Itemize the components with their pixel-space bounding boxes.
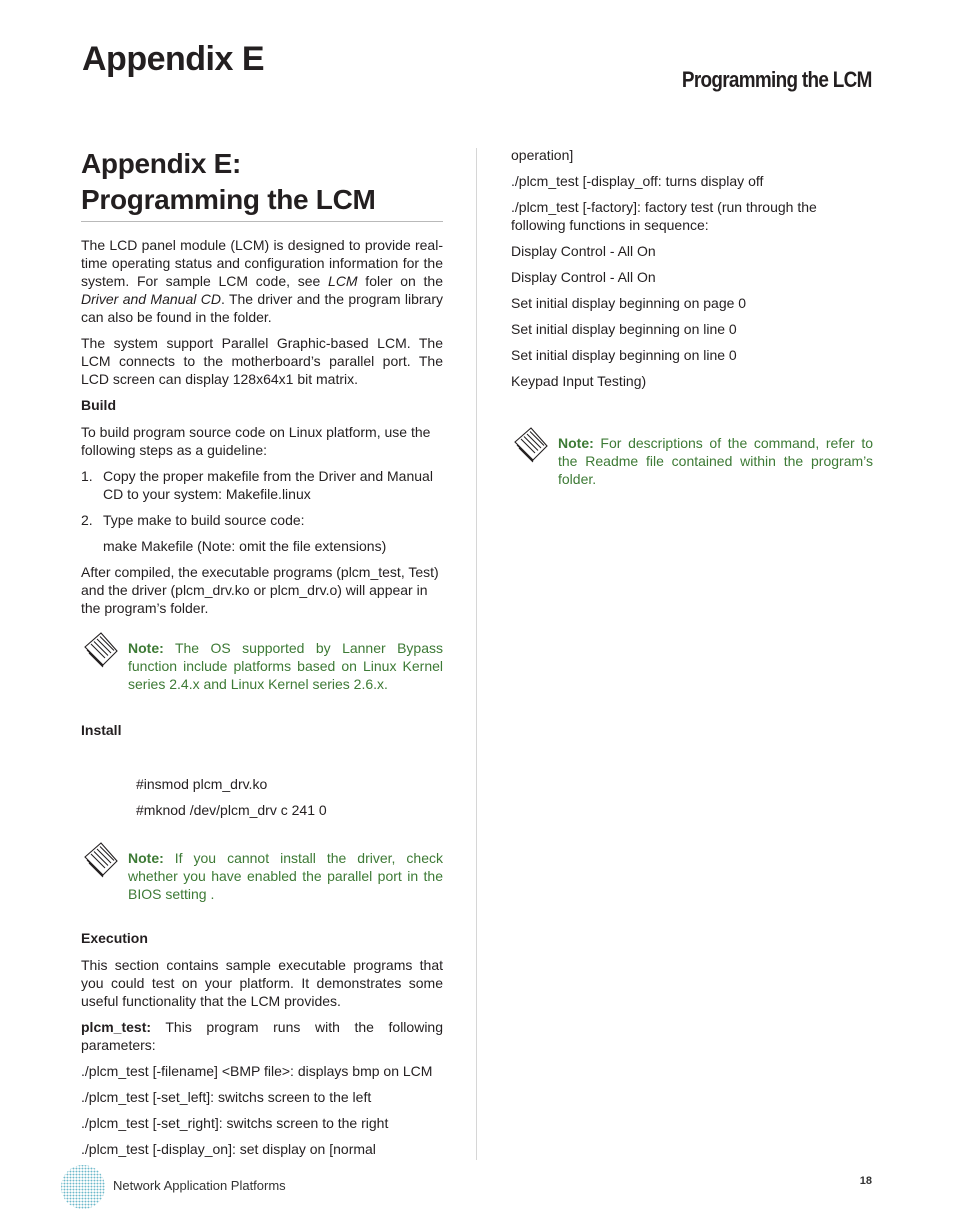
factory-test-item: Display Control - All On (511, 269, 656, 285)
intro-paragraph-2: The system support Parallel Graphic-based LCM. The LCM connects to the motherboard’s parallel port. The LCD screen can display 128x64x1 bit matrix. (81, 335, 443, 387)
parameter-line: ./plcm_test [-display_off: turns display off (511, 173, 764, 189)
step-number: 1. (81, 468, 93, 484)
intro-1c: . The driver and the program library can also be found in the folder. (81, 291, 443, 325)
install-heading: Install (81, 722, 122, 738)
note-text (558, 434, 873, 488)
note-install-driver (81, 849, 443, 903)
intro-1-lcm: LCM (328, 273, 358, 289)
build-heading: Build (81, 397, 116, 413)
note-command-descriptions (511, 434, 873, 488)
build-step (81, 511, 443, 529)
parameter-line: ./plcm_test [-factory]: factory test (run through the following functions in sequence: (511, 199, 817, 233)
factory-test-item: Display Control - All On (511, 243, 656, 259)
note-label: Note: (128, 640, 164, 656)
build-steps (81, 467, 443, 529)
step-text: Copy the proper makefile from the Driver and Manual CD to your system: Makefile.linux (103, 468, 433, 502)
step-text: Type make to build source code: (103, 512, 305, 528)
note-pad-icon (81, 839, 121, 879)
step-number: 2. (81, 512, 93, 528)
footer-company: Network Application Platforms (113, 1178, 286, 1193)
parameter-line: operation] (511, 147, 574, 163)
note-label: Note: (128, 850, 164, 866)
after-compiled-paragraph: After compiled, the executable programs (plcm_test, Test) and the driver (plcm_drv.ko or plcm_drv.o) will appear in the program’s folder. (81, 564, 439, 616)
parameter-line: ./plcm_test [-filename] <BMP file>: displays bmp on LCM (81, 1063, 433, 1079)
intro-1a: The LCD panel module (LCM) is designed to provide real-time operating status and configuration information for the system. For sample LCM code, see (81, 237, 443, 289)
factory-test-item: Set initial display beginning on line 0 (511, 321, 737, 337)
plcm-test-paragraph (81, 1018, 443, 1054)
lanner-globe-logo-icon (60, 1164, 106, 1210)
build-step (81, 467, 443, 503)
execution-heading: Execution (81, 930, 148, 946)
intro-1b: foler on the (357, 273, 444, 289)
parameter-line: ./plcm_test [-set_right]: switchs screen to the right (81, 1115, 389, 1131)
make-command-line: make Makefile (Note: omit the file extensions) (103, 538, 387, 554)
plcm-test-label: plcm_test: (81, 1019, 152, 1035)
note-text (128, 639, 443, 693)
parameter-line: ./plcm_test [-set_left]: switchs screen to the left (81, 1089, 372, 1105)
note-os-supported (81, 639, 443, 693)
note-pad-icon (81, 629, 121, 669)
column-divider (476, 148, 477, 1160)
page-number: 18 (859, 1175, 872, 1187)
note-body: If you cannot install the driver, check whether you have enabled the parallel port in the BIOS setting . (128, 850, 443, 902)
factory-test-item: Keypad Input Testing) (511, 373, 647, 389)
plcm-test-text: This program runs with the following parameters: (81, 1019, 443, 1053)
section-title-line-2: Programming the LCM (81, 184, 376, 215)
factory-test-item: Set initial display beginning on page 0 (511, 295, 747, 311)
build-intro: To build program source code on Linux platform, use the following steps as a guideline: (81, 424, 431, 458)
right-column (511, 146, 873, 510)
intro-paragraph-1 (81, 236, 443, 326)
note-pad-icon (511, 424, 551, 464)
install-command: #mknod /dev/plcm_drv c 241 0 (136, 802, 327, 818)
section-title-line-1: Appendix E: (81, 148, 242, 179)
appendix-header: Appendix E (82, 40, 265, 78)
factory-test-item: Set initial display beginning on line 0 (511, 347, 737, 363)
note-body: For descriptions of the command, refer to the Readme file contained within the program’s folder. (558, 435, 873, 487)
chapter-title: Programming the LCM (682, 67, 872, 92)
intro-1-cd: Driver and Manual CD (81, 291, 221, 307)
install-command: #insmod plcm_drv.ko (136, 776, 268, 792)
left-column (81, 146, 443, 1166)
note-body: The OS supported by Lanner Bypass function include platforms based on Linux Kernel series 2.4.x and Linux Kernel series 2.6.x. (128, 640, 443, 692)
section-title (81, 146, 443, 222)
execution-intro: This section contains sample executable programs that you could test on your platform. It demonstrates some useful functionality that the LCM provides. (81, 957, 443, 1009)
parameter-line: ./plcm_test [-display_on]: set display on [normal (81, 1141, 376, 1157)
note-text (128, 849, 443, 903)
note-label: Note: (558, 435, 594, 451)
